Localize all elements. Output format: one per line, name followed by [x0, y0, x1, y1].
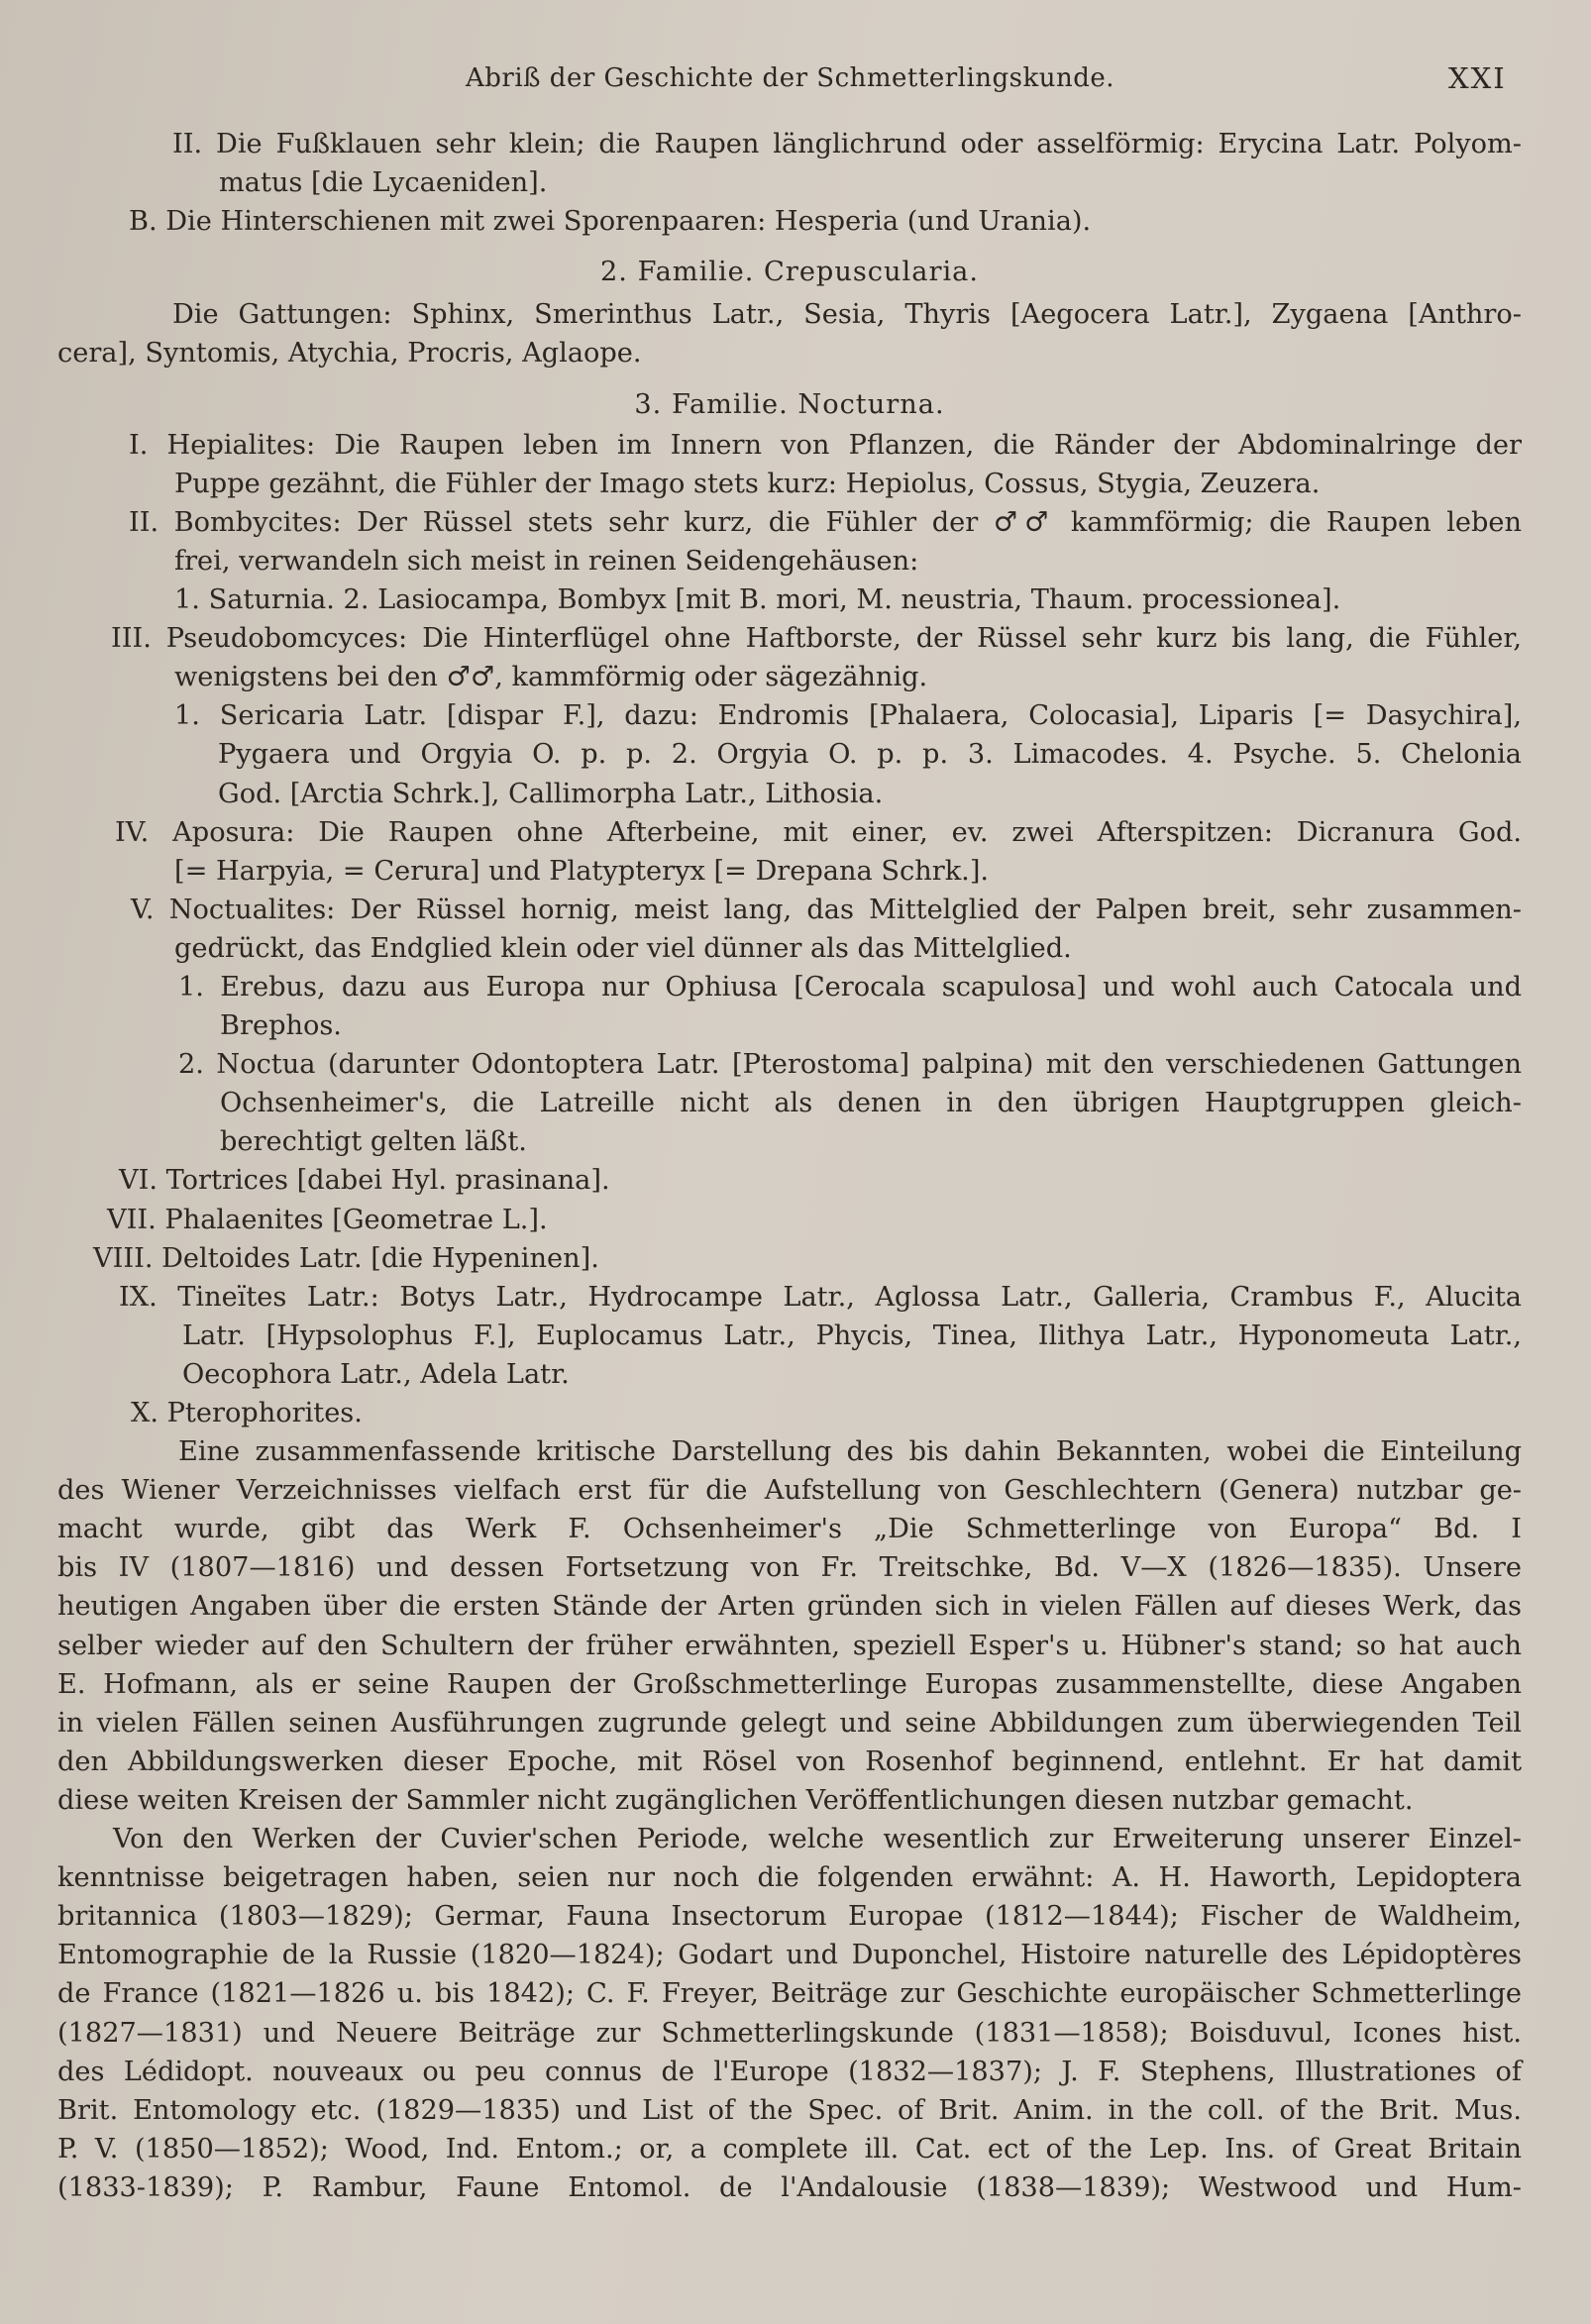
text-line: 2. Noctua (darunter Odontoptera Latr. [Pterostoma] palpina) mit den verschiedenen Gattungen	[178, 1049, 1522, 1081]
text-line: P. V. (1850—1852); Wood, Ind. Entom.; or, a complete ill. Cat. ect of the Lep. Ins. of Great Britain	[57, 2133, 1522, 2165]
text-line: britannica (1803—1829); Germar, Fauna Insectorum Europae (1812—1844); Fischer de Waldheim,	[57, 1901, 1522, 1933]
text-line: God. [Arctia Schrk.], Callimorpha Latr., Lithosia.	[218, 778, 884, 809]
text-line: diese weiten Kreisen der Sammler nicht zugänglichen Veröffentlichungen diesen nutzbar gemacht.	[57, 1784, 1414, 1816]
text-line: Brephos.	[220, 1010, 342, 1042]
text-line: (1833-1839); P. Rambur, Faune Entomol. de l'Andalousie (1838—1839); Westwood und Hum-	[57, 2171, 1522, 2203]
text-line: Entomographie de la Russie (1820—1824); Godart und Duponchel, Histoire naturelle des Lépidoptères	[57, 1940, 1522, 1971]
text-line: wenigstens bei den ♂♂, kammförmig oder sägezähnig.	[174, 662, 928, 693]
text-line: des Lédidopt. nouveaux ou peu connus de l'Europe (1832—1837); J. F. Stephens, Illustrationes of	[57, 2056, 1522, 2087]
text-line: Brit. Entomology etc. (1829—1835) und List of the Spec. of Brit. Anim. in the coll. of the Brit. Mus.	[57, 2094, 1522, 2126]
text-line: cera], Syntomis, Atychia, Procris, Aglaope.	[57, 338, 642, 370]
text-line: II. Bombycites: Der Rüssel stets sehr kurz, die Fühler der ♂♂ kammförmig; die Raupen leben	[129, 506, 1522, 538]
text-line: Latr. [Hypsolophus F.], Euplocamus Latr., Phycis, Tinea, Ilithya Latr., Hyponomeuta Latr.,	[182, 1320, 1522, 1351]
text-line: IV. Aposura: Die Raupen ohne Afterbeine, mit einer, ev. zwei Afterspitzen: Dicranura God.	[115, 816, 1522, 848]
text-line: B. Die Hinterschienen mit zwei Sporenpaaren: Hesperia (und Urania).	[129, 206, 1092, 238]
text-line: IX. Tineïtes Latr.: Botys Latr., Hydrocampe Latr., Aglossa Latr., Galleria, Crambus F., Alucita	[119, 1281, 1522, 1313]
text-line: in vielen Fällen seinen Ausführungen zugrunde gelegt und seine Abbildungen zum überwiegenden Teil	[57, 1707, 1522, 1739]
text-line: V. Noctualites: Der Rüssel hornig, meist lang, das Mittelglied der Palpen breit, sehr zusammen-	[131, 894, 1522, 925]
text-line: Die Gattungen: Sphinx, Smerinthus Latr., Sesia, Thyris [Aegocera Latr.], Zygaena [Anthro-	[172, 299, 1522, 331]
text-line: selber wieder auf den Schultern der früher erwähnten, speziell Esper's u. Hübner's stand; so hat auch	[57, 1630, 1522, 1661]
text-line: I. Hepialites: Die Raupen leben im Innern von Pflanzen, die Ränder der Abdominalringe der	[129, 429, 1522, 461]
text-line: heutigen Angaben über die ersten Stände der Arten gründen sich in vielen Fällen auf dieses Werk, das	[57, 1591, 1522, 1623]
text-line: Pygaera und Orgyia O. p. p. 2. Orgyia O. p. p. 3. Limacodes. 4. Psyche. 5. Chelonia	[218, 739, 1522, 771]
text-line: 1. Sericaria Latr. [dispar F.], dazu: Endromis [Phalaera, Colocasia], Liparis [= Dasychira],	[174, 700, 1522, 732]
text-line: de France (1821—1826 u. bis 1842); C. F. Freyer, Beiträge zur Geschichte europäischer Schmetterlinge	[57, 1978, 1522, 2010]
text-line: Eine zusammenfassende kritische Darstellung des bis dahin Bekannten, wobei die Einteilung	[178, 1436, 1522, 1468]
text-line: Von den Werken der Cuvier'schen Periode, welche wesentlich zur Erweiterung unserer Einzel-	[113, 1824, 1522, 1855]
text-line: (1827—1831) und Neuere Beiträge zur Schmetterlingskunde (1831—1858); Boisduvul, Icones hist.	[57, 2017, 1522, 2049]
body-text	[57, 125, 1522, 2207]
text-line: III. Pseudobomcyces: Die Hinterflügel ohne Haftborste, der Rüssel sehr kurz bis lang, die Fühler,	[111, 623, 1522, 655]
page-number: XXI	[1448, 61, 1507, 95]
text-line: II. Die Fußklauen sehr klein; die Raupen länglichrund oder asselförmig: Erycina Latr. Polyom-	[172, 129, 1522, 159]
text-line: X. Pterophorites.	[131, 1398, 363, 1428]
text-line: Oecophora Latr., Adela Latr.	[182, 1358, 570, 1390]
text-line: Ochsenheimer's, die Latreille nicht als denen in den übrigen Hauptgruppen gleich-	[220, 1088, 1522, 1119]
text-line: des Wiener Verzeichnisses vielfach erst für die Aufstellung von Geschlechtern (Genera) nutzbar ge-	[57, 1475, 1522, 1507]
text-line: bis IV (1807—1816) und dessen Fortsetzung von Fr. Treitschke, Bd. V—X (1826—1835). Unsere	[57, 1552, 1522, 1584]
text-line: 1. Erebus, dazu aus Europa nur Ophiusa [Cerocala scapulosa] und wohl auch Catocala und	[178, 971, 1522, 1003]
text-line: 1. Saturnia. 2. Lasiocampa, Bombyx [mit B. mori, M. neustria, Thaum. processionea].	[174, 584, 1341, 616]
text-line: [= Harpyia, = Cerura] und Platypteryx [= Drepana Schrk.].	[174, 855, 990, 887]
text-line: kenntnisse beigetragen haben, seien nur noch die folgenden erwähnt: A. H. Haworth, Lepidoptera	[57, 1862, 1522, 1894]
text-line: gedrückt, das Endglied klein oder viel dünner als das Mittelglied.	[174, 932, 1072, 964]
text-line: macht wurde, gibt das Werk F. Ochsenheimer's „Die Schmetterlinge von Europa“ Bd. I	[57, 1514, 1522, 1545]
text-line: Puppe gezähnt, die Fühler der Imago stets kurz: Hepiolus, Cossus, Stygia, Zeuzera.	[174, 468, 1321, 499]
text-line: matus [die Lycaeniden].	[219, 167, 548, 199]
running-header: Abriß der Geschichte der Schmetterlingskunde.	[466, 63, 1115, 93]
text-line: E. Hofmann, als er seine Raupen der Großschmetterlinge Europas zusammenstellte, diese Angaben	[57, 1668, 1522, 1700]
text-line: VII. Phalaenites [Geometrae L.].	[107, 1204, 548, 1235]
text-line: 2. Familie. Crepuscularia.	[600, 257, 979, 288]
text-line: frei, verwandeln sich meist in reinen Seidengehäusen:	[174, 545, 919, 577]
text-line: den Abbildungswerken dieser Epoche, mit Rösel von Rosenhof beginnend, entlehnt. Er hat damit	[57, 1745, 1522, 1777]
text-line: VIII. Deltoides Latr. [die Hypeninen].	[93, 1242, 599, 1274]
text-line: 3. Familie. Nocturna.	[634, 388, 945, 420]
text-line: VI. Tortrices [dabei Hyl. prasinana].	[119, 1165, 610, 1197]
text-line: berechtigt gelten läßt.	[220, 1126, 527, 1158]
